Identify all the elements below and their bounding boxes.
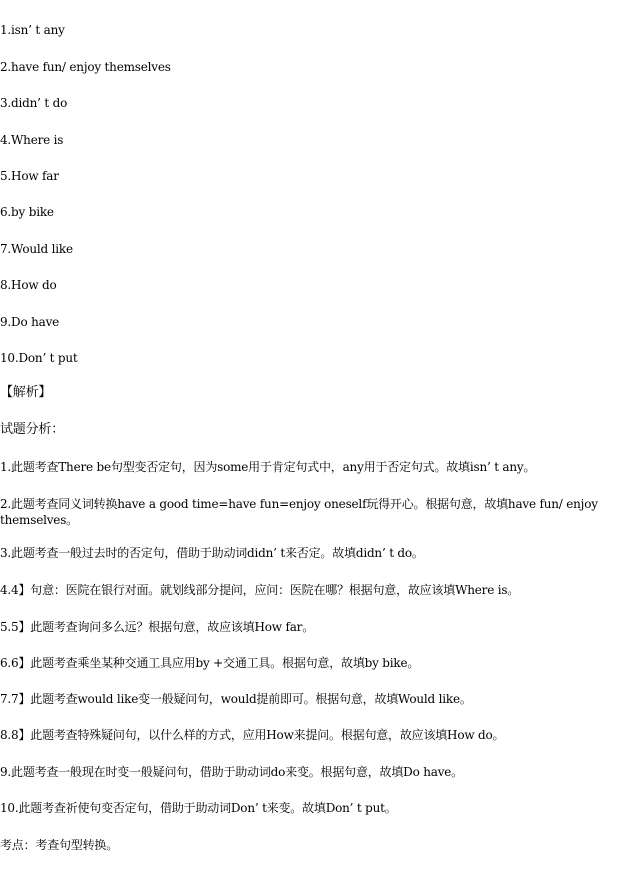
answer-line-1: 1.isn’ t any — [0, 23, 65, 37]
explanation-line-7: 7.7】此题考查would like变一般疑问句，would提前即可。根据句意，故填Would like。 — [0, 692, 472, 706]
analysis-heading: 【解析】 — [0, 385, 52, 400]
explanation-line-9: 9.此题考查一般现在时变一般疑问句，借助于助动词do来变。根据句意，故填Do have。 — [0, 765, 463, 779]
key-point: 考点：考查句型转换。 — [0, 838, 119, 852]
explanation-line-4: 4.4】句意：医院在银行对面。就划线部分提问，应问：医院在哪？根据句意，故应该填Where is。 — [0, 583, 520, 597]
explanation-line-3: 3.此题考查一般过去时的否定句，借助于助动词didn’ t来否定。故填didn’ t do。 — [0, 546, 424, 560]
answer-line-9: 9.Do have — [0, 315, 60, 329]
explanation-line-6: 6.6】此题考查乘坐某种交通工具应用by +交通工具。根据句意，故填by bike。 — [0, 656, 420, 670]
answer-line-10: 10.Don’ t put — [0, 351, 78, 365]
answer-line-2: 2.have fun/ enjoy themselves — [0, 60, 171, 74]
explanation-line-8: 8.8】此题考查特殊疑问句，以什么样的方式，应用How来提问。根据句意，故应该填How do。 — [0, 728, 505, 742]
answer-line-7: 7.Would like — [0, 242, 73, 256]
explanation-line-1: 1.此题考查There be句型变否定句，因为some用于肯定句式中，any用于否定句式。故填isn’ t any。 — [0, 460, 536, 474]
explanation-line-2: 2.此题考查同义词转换have a good time=have fun=enjoy oneself玩得开心。根据句意，故填have fun/ enjoy themselves。 — [0, 497, 602, 527]
analysis-intro: 试题分析： — [0, 422, 65, 437]
answer-line-6: 6.by bike — [0, 205, 54, 219]
answer-line-8: 8.How do — [0, 278, 57, 292]
explanation-line-5: 5.5】此题考查询问多么远？根据句意，故应该填How far。 — [0, 620, 314, 634]
answer-line-5: 5.How far — [0, 169, 59, 183]
explanation-line-10: 10.此题考查祈使句变否定句，借助于助动词Don’ t来变。故填Don’ t put。 — [0, 801, 397, 815]
answer-line-4: 4.Where is — [0, 133, 64, 147]
answer-line-3: 3.didn’ t do — [0, 96, 68, 110]
